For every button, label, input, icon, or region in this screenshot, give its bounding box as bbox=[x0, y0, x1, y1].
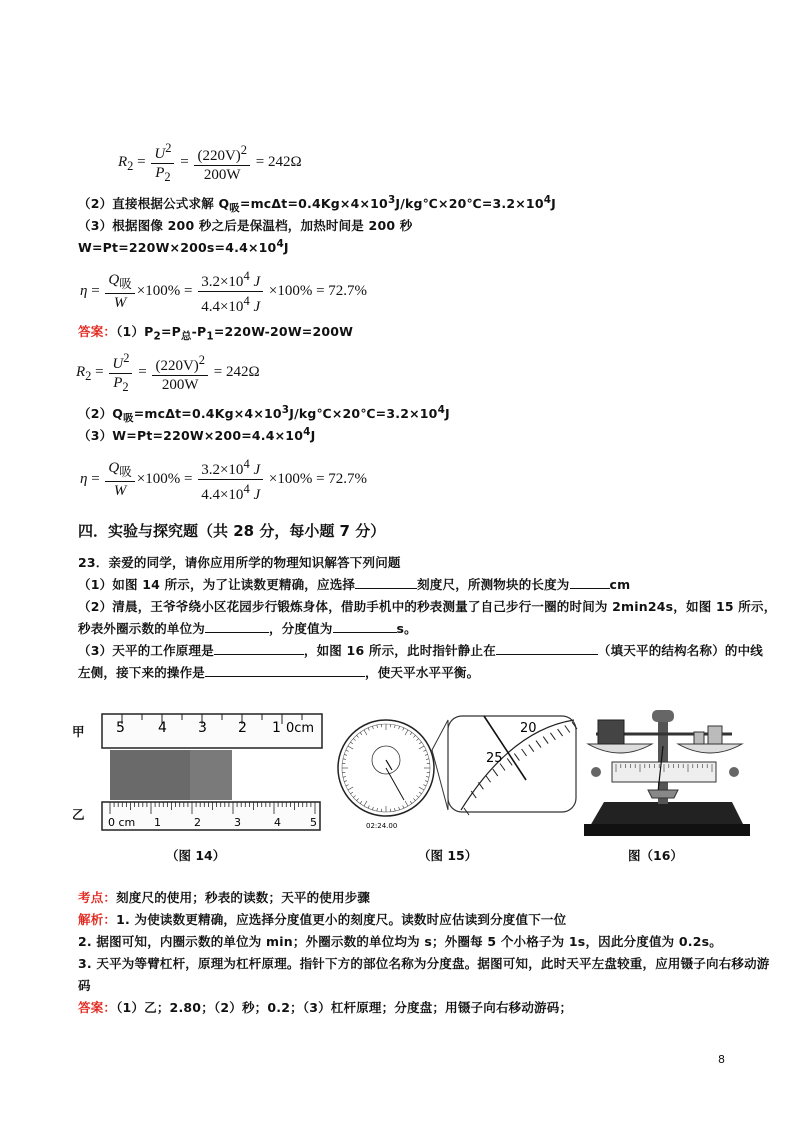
jiexi-line-3: 3. 天平为等臂杠杆，原理为杠杆原理。指针下方的部位名称为分度盘。据图可知，此时天平左盘较重，应用镊子向右移动游 bbox=[78, 956, 770, 971]
solution-line-3: （3）根据图像 200 秒之后是保温档，加热时间是 200 秒 bbox=[78, 218, 413, 233]
ruler-top-tick: 3 bbox=[198, 720, 207, 736]
jiexi-line-4: 码 bbox=[78, 978, 91, 993]
ruler-label-yi: 乙 bbox=[72, 807, 85, 822]
answer-blank bbox=[496, 641, 598, 655]
q23-part1: （1）如图 14 所示，为了让读数更精确，应选择 刻度尺，所测物块的长度为 cm bbox=[78, 577, 631, 592]
answer-line-1: 答案：$(1)P_2=P_总-P_1=220W-20W=200W$ bbox=[78, 324, 354, 343]
figure-14-rulers bbox=[100, 712, 325, 834]
balance-base bbox=[590, 802, 744, 826]
figure-16-balance bbox=[582, 706, 752, 840]
measured-block-shade bbox=[110, 750, 190, 800]
ruler-top-tick: 1 bbox=[272, 720, 281, 736]
answer-formula-r2: $R_2$ = $\frac{U^2}{P_2}$ = $\frac{(220V)^2}{200W}$ = 242Ω bbox=[76, 351, 260, 394]
q23-part3-line2: 左侧，接下来的操作是 ，使天平水平平衡。 bbox=[78, 665, 480, 680]
ruler-top-tick: 2 bbox=[238, 720, 247, 736]
answer-formula-efficiency: η = $\frac{Q_吸}{W}$ ×100% = $\frac{3.2\times 10^4 J}{4.4\times 10^4 J}$ ×100% = 72.7% bbox=[80, 457, 368, 503]
ruler-bottom-tick: 2 bbox=[194, 816, 201, 829]
formula-efficiency: η = $\frac{Q_吸}{W}$ ×100% = $\frac{3.2\times 10^4 J}{4.4\times 10^4 J}$ ×100% = 72.7% bbox=[80, 269, 368, 315]
left-object bbox=[598, 720, 624, 744]
final-answer: 答案：（1）乙；2.80；（2）秒；0.2；（3）杠杆原理；分度盘；用镊子向右移动游码； bbox=[78, 1000, 573, 1015]
solution-line-4: $W=Pt=220W\times 200s=4.4\times 10^4J$ bbox=[78, 238, 289, 256]
scale-dial bbox=[648, 790, 678, 798]
weight bbox=[708, 726, 722, 744]
ruler-bottom-tick: 5 bbox=[310, 816, 317, 829]
kaodian: 考点：刻度尺的使用；秒表的读数；天平的使用步骤 bbox=[78, 890, 371, 905]
zoom-label: 25 bbox=[486, 751, 503, 766]
section-heading: 四．实验与探究题（共 28 分，每小题 7 分） bbox=[78, 522, 386, 540]
ruler-label-jia: 甲 bbox=[72, 724, 85, 739]
q23-intro: 23．亲爱的同学，请你应用所学的物理知识解答下列问题 bbox=[78, 555, 401, 570]
answer-blank bbox=[570, 575, 610, 589]
answer-line-3: $(3)W=Pt=220W\times 200=4.4\times 10^4J$ bbox=[78, 426, 316, 444]
ruler-top-tick: 4 bbox=[158, 720, 167, 736]
ruler-bottom-tick: 1 bbox=[154, 816, 161, 829]
stopwatch-time: 02:24.00 bbox=[366, 822, 398, 830]
answer-blank bbox=[333, 619, 397, 633]
caption-figure-15: （图 15） bbox=[418, 848, 478, 863]
page-number: 8 bbox=[718, 1053, 725, 1066]
left-pan bbox=[588, 744, 652, 753]
answer-line-2: $(2)Q_吸=mc\Delta t=0.4Kg\times 4\times 10^3J/kg℃\times 20℃=3.2\times 10^4J$ bbox=[78, 404, 450, 425]
ruler-bottom-tick: 3 bbox=[234, 816, 241, 829]
formula-r2: $R_2$ = $\frac{U^2}{P_2}$ = $\frac{(220V)^2}{200W}$ = 242Ω bbox=[118, 141, 302, 184]
right-pan bbox=[678, 744, 742, 753]
answer-blank bbox=[214, 641, 304, 655]
caption-figure-16: 图（16） bbox=[628, 848, 683, 863]
solution-line-2: （2）直接根据公式求解 $Q_吸=mc\Delta t=0.4Kg\times 4\times 10^3J/kg℃\times 20℃=3.2\times 10^4J$ bbox=[78, 194, 557, 215]
jiexi-line-2: 2. 据图可知，内圈示数的单位为 min；外圈示数的单位均为 s；外圈每 5 个小格子为 1s，因此分度值为 0.2s。 bbox=[78, 934, 722, 949]
ruler-top-tick: 0cm bbox=[286, 721, 315, 736]
answer-blank bbox=[355, 575, 417, 589]
ruler-bottom-tick: 0 cm bbox=[108, 816, 136, 829]
q23-part2-line2: 秒表外圈示数的单位为 ，分度值为 s。 bbox=[78, 621, 417, 636]
q23-part3-line1: （3）天平的工作原理是 ，如图 16 所示，此时指针静止在 （填天平的结构名称）的中线 bbox=[78, 643, 764, 658]
weight bbox=[694, 732, 704, 744]
figure-15-stopwatch bbox=[336, 710, 580, 834]
answer-blank bbox=[205, 619, 269, 633]
caption-figure-14: （图 14） bbox=[166, 848, 226, 863]
stopwatch-zoom bbox=[448, 716, 576, 812]
answer-blank bbox=[205, 663, 365, 677]
q23-part2-line1: （2）清晨，王爷爷绕小区花园步行锻炼身体，借助手机中的秒表测量了自己步行一圈的时间为 2min24s，如图 15 所示， bbox=[78, 599, 777, 614]
jiexi-line-1: 解析：1. 为使读数更精确，应选择分度值更小的刻度尺。读数时应估读到分度值下一位 bbox=[78, 912, 567, 927]
ruler-bottom-tick: 4 bbox=[274, 816, 281, 829]
ruler-top-tick: 5 bbox=[116, 720, 125, 736]
zoom-label: 20 bbox=[520, 721, 537, 736]
